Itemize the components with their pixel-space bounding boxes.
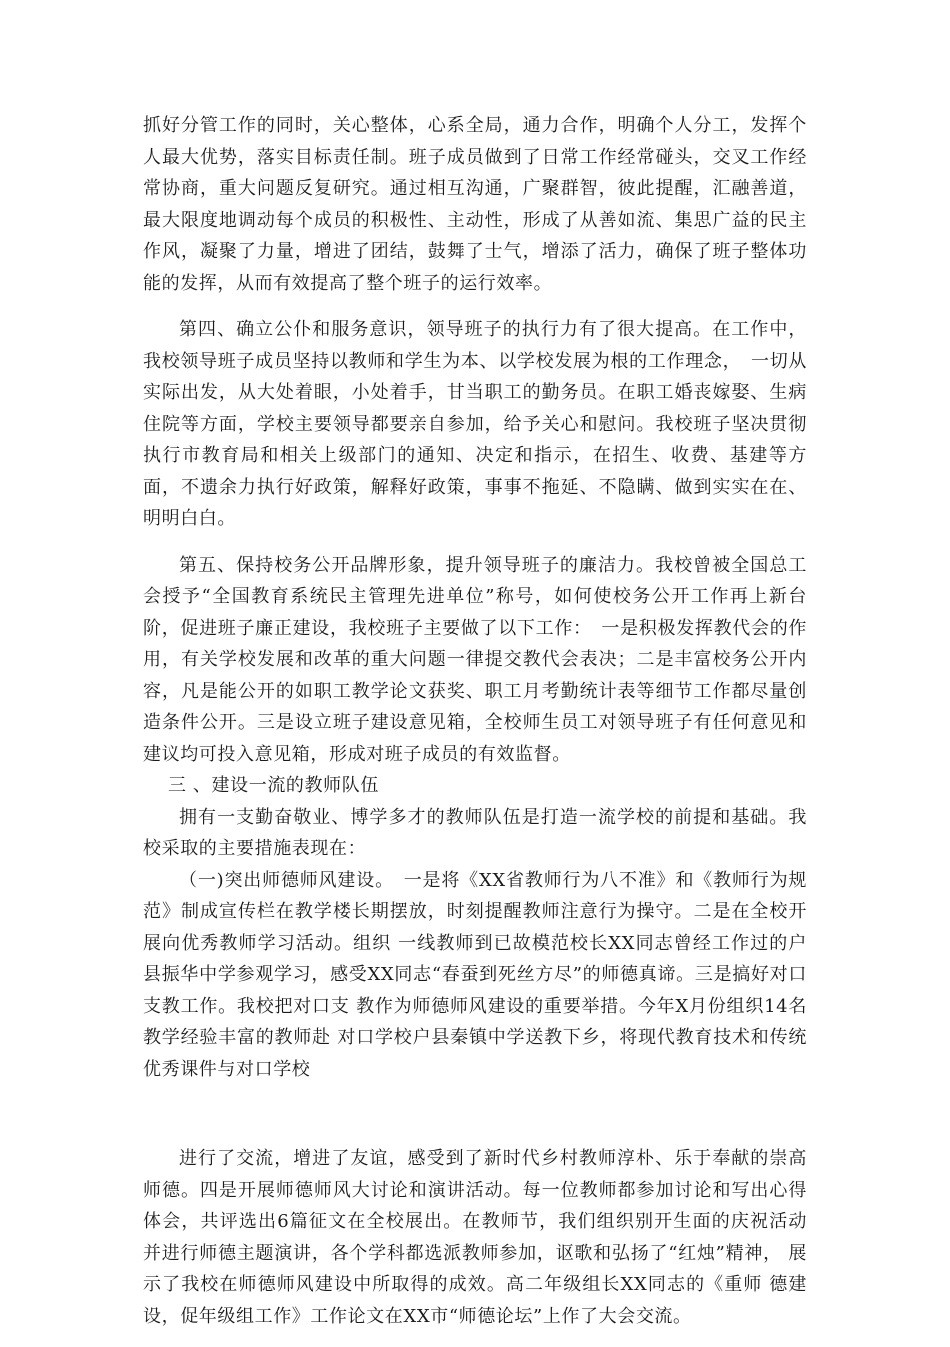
- paragraph-ethics-building: （一)突出师德师风建设。 一是将《XX省教师行为八不准》和《教师行为规范》制成宣传栏在教学楼长期摆放，时刻提醒教师注意行为操守。二是在全校开展向优秀教师学习活动。组织 一线教师到已故模范校长XX同志曾经工作过的户县振华中学参观学习，感受XX同志“春蚕到死丝方尽”的师德真谛。三是搞好对口支教工作。我校把对口支 教作为师德师风建设的重要举措。今年X月份组织14名教学经验丰富的教师赴 对口学校户县秦镇中学送教下乡，将现代教育技术和传统优秀课件与对口学校: [143, 869, 807, 1080]
- paragraph-section-four: 第四、确立公仆和服务意识，领导班子的执行力有了很大提高。在工作中，我校领导班子成员坚持以教师和学生为本、以学校发展为根的工作理念， 一切从实际出发，从大处着眼，小处着手，甘当职工的勤务员。在职工婚丧嫁娶、生病住院等方面，学校主要领导都要亲自参加，给予关心和慰问。我校班子坚决贯彻执行市教育局和相关上级部门的通知、决定和指示，在招生、收费、基建等方面，不遗余力执行好政策，解释好政策，事事不拖延、不隐瞒、做到实实在在、明明白白。: [143, 319, 807, 529]
- paragraph-team-cooperation: 抓好分管工作的同时，关心整体，心系全局，通力合作，明确个人分工，发挥个人最大优势，落实目标责任制。班子成员做到了日常工作经常碰头，交叉工作经常协商，重大问题反复研究。通过相互沟通，广聚群智，彼此提醒，汇融善道，最大限度地调动每个成员的积极性、主动性，形成了从善如流、集思广益的民主作风，凝聚了力量，增进了团结，鼓舞了士气，增添了活力，确保了班子整体功能的发挥，从而有效提高了整个班子的运行效率。: [143, 115, 807, 294]
- document-page: [143, 110, 814, 1332]
- section-heading-teachers: 三 、建设一流的教师队伍: [168, 775, 379, 796]
- paragraph-exchange-activities: 进行了交流，增进了友谊，感受到了新时代乡村教师淳朴、乐于奉献的崇高师德。四是开展师德师风大讨论和演讲活动。每一位教师都参加讨论和写出心得体会，共评选出6篇征文在全校展出。在教师节，我们组织别开生面的庆祝活动 并进行师德主题演讲，各个学科都选派教师参加，讴歌和弘扬了“红烛”精神， 展示了我校在师德师风建设中所取得的成效。高二年级组长XX同志的《重师 德建设，促年级组工作》工作论文在XX市“师德论坛”上作了大会交流。: [143, 1148, 814, 1327]
- paragraph-section-five: 第五、保持校务公开品牌形象，提升领导班子的廉洁力。我校曾被全国总工会授予“全国教育系统民主管理先进单位”称号，如何使校务公开工作再上新台阶，促进班子廉正建设，我校班子主要做了以下工作： 一是积极发挥教代会的作用，有关学校发展和改革的重大问题一律提交教代会表决；二是丰富校务公开内容，凡是能公开的如职工教学论文获奖、职工月考勤统计表等细节工作都尽量创造条件公开。三是设立班子建设意见箱，全校师生员工对领导班子有任何意见和建议均可投入意见箱，形成对班子成员的有效监督。: [143, 554, 807, 765]
- paragraph-teacher-intro: 拥有一支勤奋敬业、博学多才的教师队伍是打造一流学校的前提和基础。我校采取的主要措施表现在：: [143, 806, 807, 859]
